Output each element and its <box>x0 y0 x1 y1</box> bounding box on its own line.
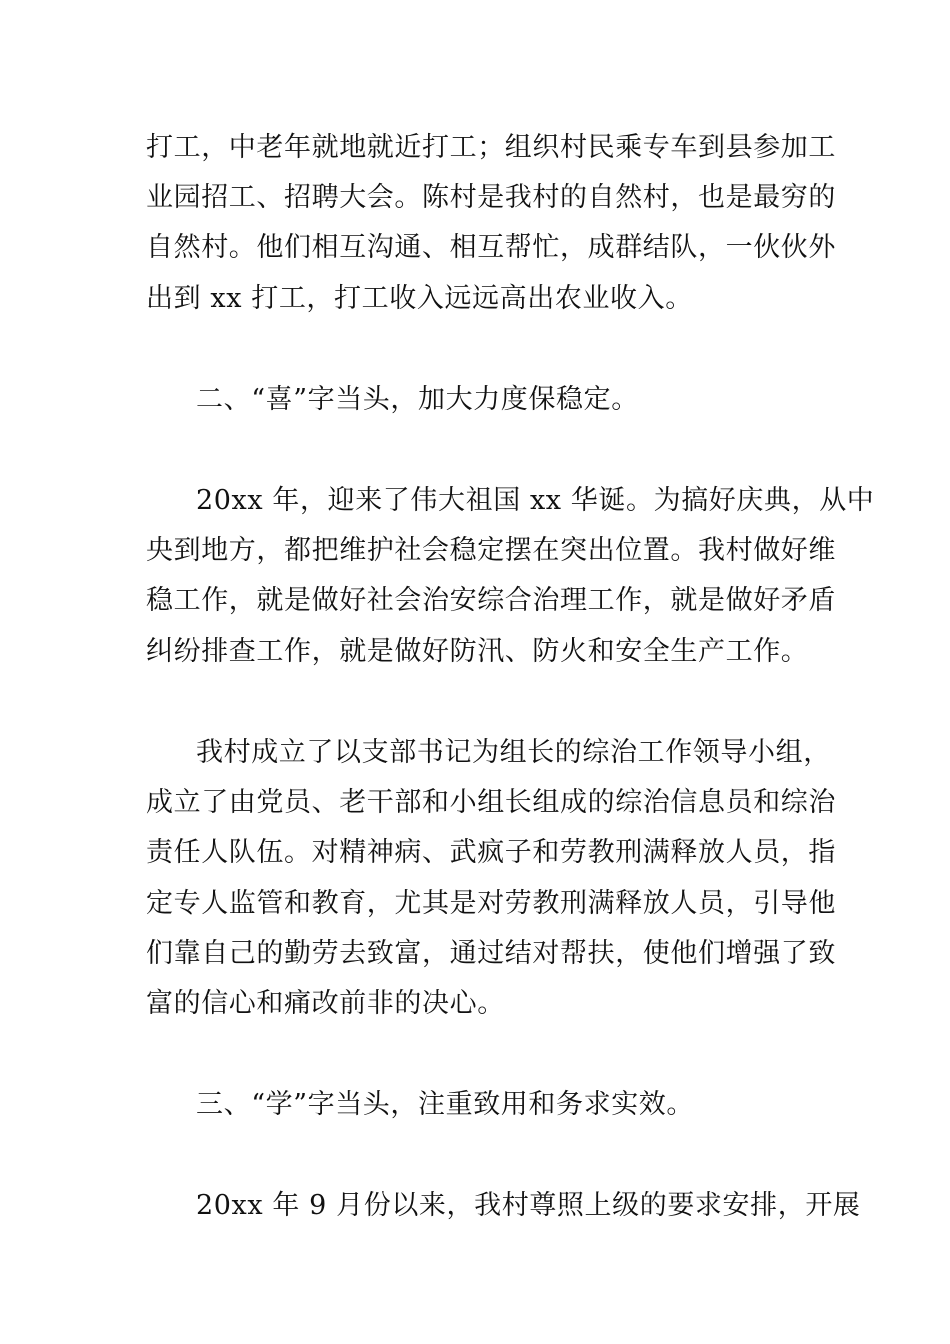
text-line: 成立了由党员、老干部和小组长组成的综治信息员和综治 <box>146 787 836 818</box>
text-line: 20xx 年 9 月份以来，我村尊照上级的要求安排，开展 <box>196 1190 861 1221</box>
text-line: 我村成立了以支部书记为组长的综治工作领导小组， <box>196 737 831 768</box>
text-line: 央到地方，都把维护社会稳定摆在突出位置。我村做好维 <box>146 535 836 566</box>
text-line: 纠纷排查工作，就是做好防汛、防火和安全生产工作。 <box>146 636 809 667</box>
section-heading-2: 二、“喜”字当头，加大力度保稳定。 <box>196 384 639 415</box>
text-line: 出到 xx 打工，打工收入远远高出农业收入。 <box>146 283 693 314</box>
text-line: 定专人监管和教育，尤其是对劳教刑满释放人员，引导他 <box>146 888 836 919</box>
text-line: 们靠自己的勤劳去致富，通过结对帮扶，使他们增强了致 <box>146 938 836 969</box>
text-line: 打工，中老年就地就近打工；组织村民乘专车到县参加工 <box>146 132 836 163</box>
text-line: 富的信心和痛改前非的决心。 <box>146 988 505 1019</box>
text-line: 自然村。他们相互沟通、相互帮忙，成群结队，一伙伙外 <box>146 232 836 263</box>
text-line: 业园招工、招聘大会。陈村是我村的自然村，也是最穷的 <box>146 182 836 213</box>
text-line: 20xx 年，迎来了伟大祖国 xx 华诞。为搞好庆典，从中 <box>196 485 875 516</box>
section-heading-3: 三、“学”字当头，注重致用和务求实效。 <box>196 1089 695 1120</box>
text-line: 稳工作，就是做好社会治安综合治理工作，就是做好矛盾 <box>146 585 836 616</box>
text-line: 责任人队伍。对精神病、武疯子和劳教刑满释放人员，指 <box>146 837 836 868</box>
